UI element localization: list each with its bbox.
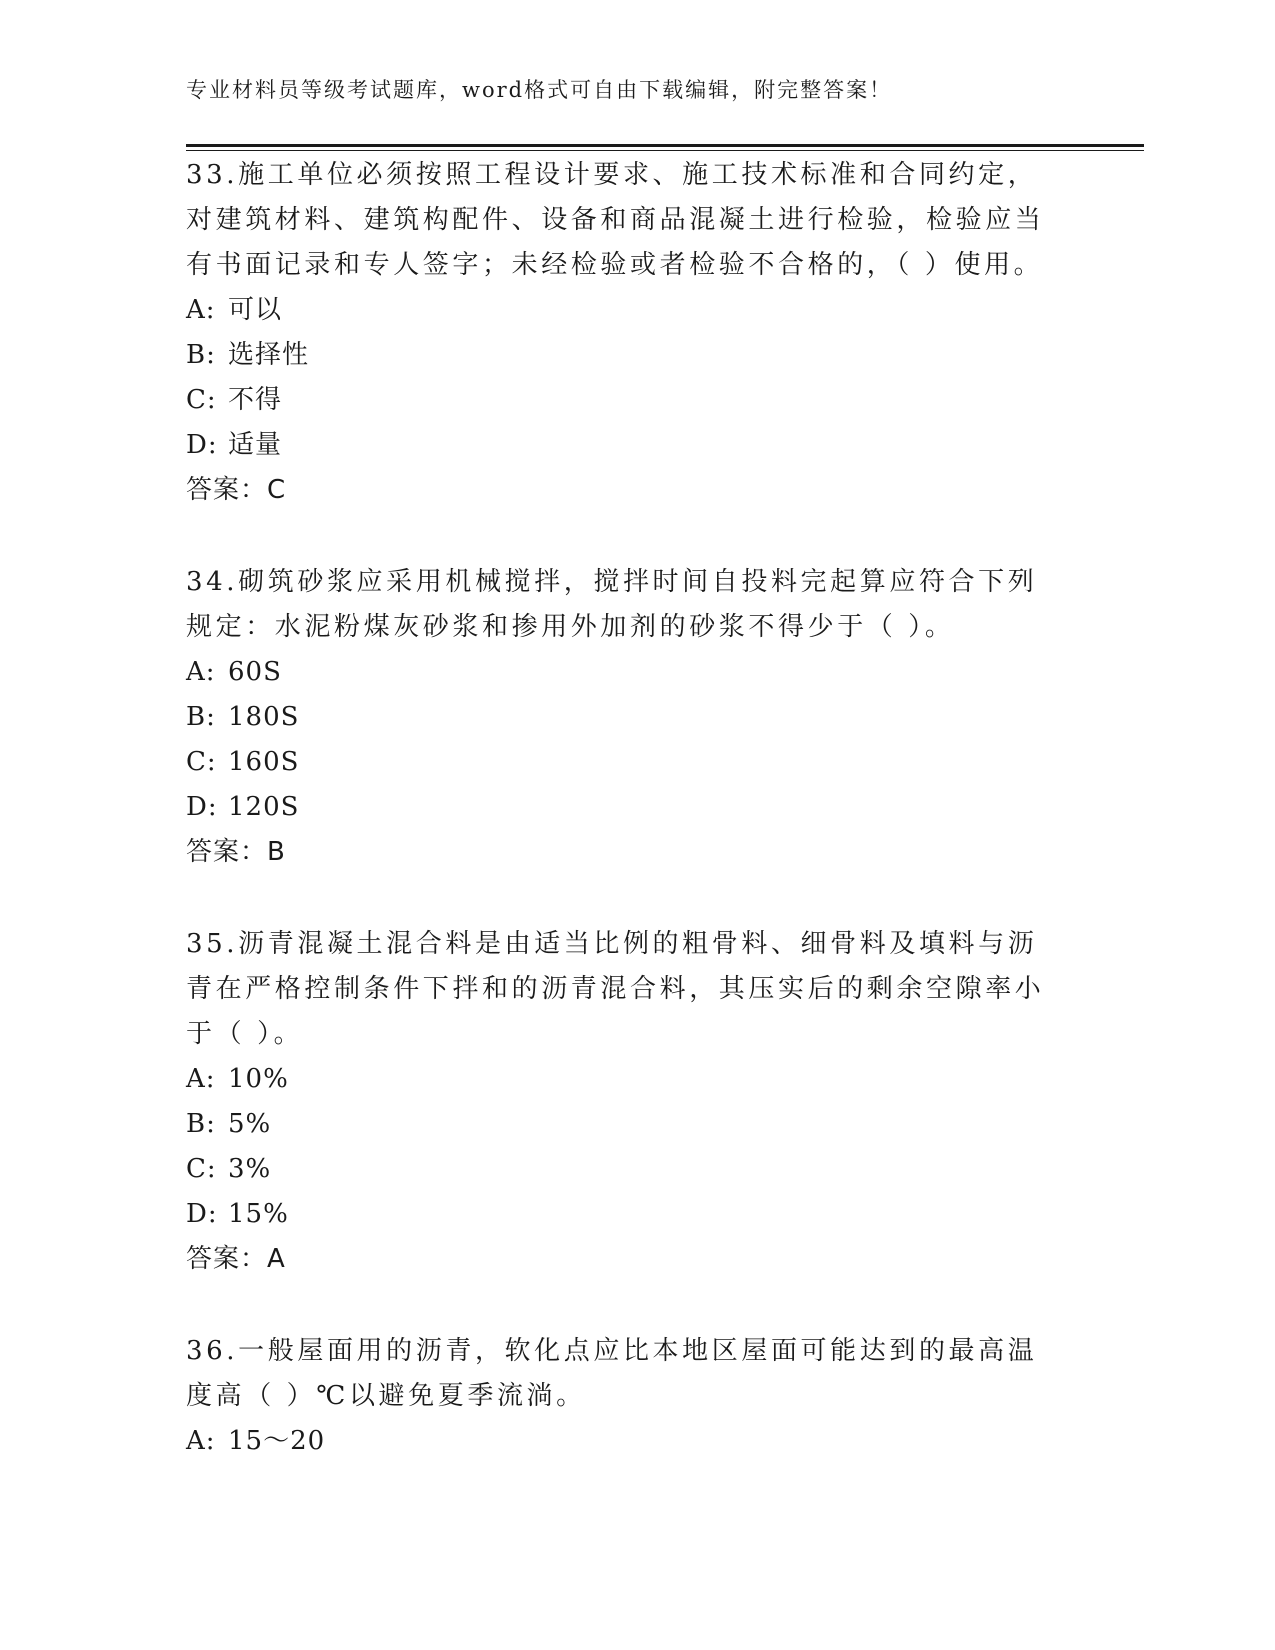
page-header: 专业材料员等级考试题库，word格式可自由下载编辑，附完整答案！ [186, 78, 893, 102]
question-list [186, 153, 1066, 1511]
option-c [186, 1147, 1066, 1192]
question-text: 35.沥青混凝土混合料是由适当比例的粗骨料、细骨料及填料与沥青在严格控制条件下拌和的沥青混合料，其压实后的剩余空隙率小于（ ）。 [186, 929, 1045, 1049]
option-label: A: [186, 1064, 216, 1094]
option-text: 10% [228, 1064, 289, 1094]
option-label: A: [186, 295, 216, 325]
option-text: 不得 [228, 385, 283, 415]
option-text: 适量 [228, 430, 283, 460]
option-label: D: [186, 1199, 218, 1229]
option-text: 160S [228, 747, 300, 777]
option-text: 120S [228, 792, 300, 822]
header-rule-thick [186, 144, 1144, 147]
question-text: 34.砌筑砂浆应采用机械搅拌，搅拌时间自投料完起算应符合下列规定：水泥粉煤灰砂浆和掺用外加剂的砂浆不得少于（ ）。 [186, 567, 1038, 642]
option-b [186, 333, 1066, 378]
option-label: B: [186, 1109, 216, 1139]
option-label: C: [186, 747, 217, 777]
option-label: A: [186, 657, 216, 687]
question-36 [186, 1329, 1066, 1464]
option-label: C: [186, 1154, 217, 1184]
option-label: A: [186, 1426, 216, 1456]
question-text: 33.施工单位必须按照工程设计要求、施工技术标准和合同约定，对建筑材料、建筑构配件、设备和商品混凝土进行检验，检验应当有书面记录和专人签字；未经检验或者检验不合格的，（ ）使用。 [186, 160, 1045, 280]
question-33 [186, 153, 1066, 513]
option-a [186, 288, 1066, 333]
header-rule-thin [186, 150, 1144, 151]
option-b [186, 695, 1066, 740]
option-text: 60S [228, 657, 282, 687]
option-a [186, 650, 1066, 695]
option-text: 3% [228, 1154, 272, 1184]
answer: 答案：C [186, 475, 287, 505]
option-label: B: [186, 340, 216, 370]
option-d [186, 1192, 1066, 1237]
option-a [186, 1419, 1066, 1464]
option-b [186, 1102, 1066, 1147]
option-d [186, 785, 1066, 830]
option-text: 15～20 [228, 1426, 326, 1456]
option-text: 可以 [228, 295, 283, 325]
option-text: 选择性 [228, 340, 310, 370]
question-35 [186, 922, 1066, 1282]
answer: 答案：A [186, 1244, 286, 1274]
option-label: D: [186, 430, 218, 460]
option-text: 5% [228, 1109, 272, 1139]
option-c [186, 378, 1066, 423]
option-label: C: [186, 385, 217, 415]
option-text: 180S [228, 702, 300, 732]
option-d [186, 423, 1066, 468]
question-text: 36.一般屋面用的沥青，软化点应比本地区屋面可能达到的最高温度高（ ）℃以避免夏季流淌。 [186, 1336, 1038, 1411]
option-a [186, 1057, 1066, 1102]
question-34 [186, 560, 1066, 875]
option-c [186, 740, 1066, 785]
option-text: 15% [228, 1199, 289, 1229]
option-label: D: [186, 792, 218, 822]
option-label: B: [186, 702, 216, 732]
answer: 答案：B [186, 837, 286, 867]
